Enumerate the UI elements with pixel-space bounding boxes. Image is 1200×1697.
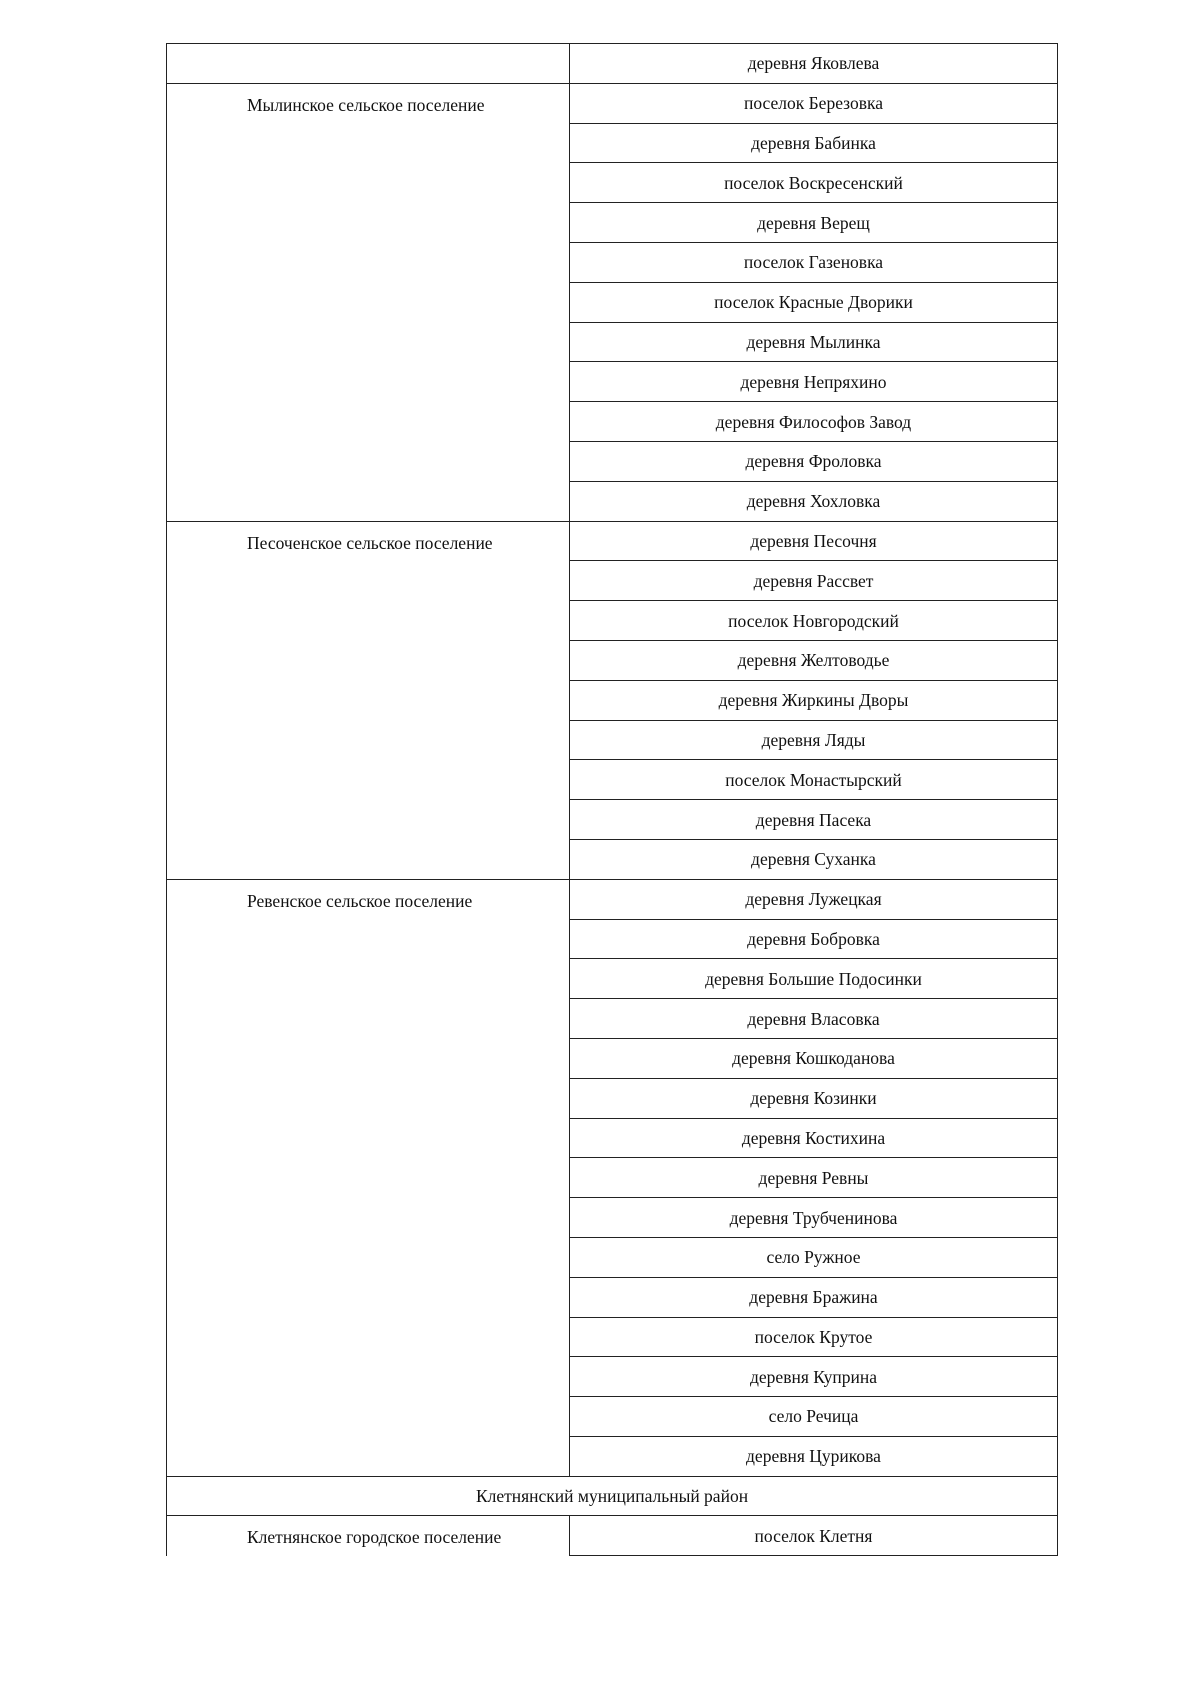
settlement-cell: деревня Трубченинова [570, 1198, 1058, 1238]
settlement-cell: деревня Бражина [570, 1277, 1058, 1317]
settlement-cell: поселок Крутое [570, 1317, 1058, 1357]
table-row [167, 44, 1058, 84]
settlements-table [166, 43, 1058, 1556]
settlement-cell: деревня Большие Подосинки [570, 959, 1058, 999]
settlement-cell: деревня Кошкоданова [570, 1038, 1058, 1078]
table-row [167, 879, 1058, 919]
municipality-cell: Мылинское сельское поселение [167, 83, 570, 521]
table-row [167, 83, 1058, 123]
settlement-cell: деревня Мылинка [570, 322, 1058, 362]
municipality-cell: Песоченское сельское поселение [167, 521, 570, 879]
settlement-cell: поселок Воскресенский [570, 163, 1058, 203]
table-row [167, 521, 1058, 561]
settlement-cell: деревня Бабинка [570, 123, 1058, 163]
district-row [167, 1476, 1058, 1516]
settlement-cell: поселок Монастырский [570, 760, 1058, 800]
settlement-cell: деревня Пасека [570, 800, 1058, 840]
settlement-cell: деревня Цурикова [570, 1436, 1058, 1476]
municipality-cell: Клетнянское городское поселение [167, 1516, 570, 1556]
settlement-cell: деревня Ревны [570, 1158, 1058, 1198]
settlement-cell: поселок Березовка [570, 83, 1058, 123]
settlement-cell: поселок Красные Дворики [570, 282, 1058, 322]
settlement-cell: деревня Ляды [570, 720, 1058, 760]
settlement-cell: село Речица [570, 1397, 1058, 1437]
settlement-cell: деревня Костихина [570, 1118, 1058, 1158]
settlement-cell: деревня Куприна [570, 1357, 1058, 1397]
settlement-cell: деревня Лужецкая [570, 879, 1058, 919]
settlements-table-body [167, 44, 1058, 1556]
table-row [167, 1516, 1058, 1556]
settlement-cell: деревня Яковлева [570, 44, 1058, 84]
settlement-cell: деревня Песочня [570, 521, 1058, 561]
settlement-cell: деревня Фроловка [570, 441, 1058, 481]
settlement-cell: поселок Газеновка [570, 242, 1058, 282]
settlement-cell: село Ружное [570, 1237, 1058, 1277]
settlement-cell: деревня Хохловка [570, 481, 1058, 521]
municipality-cell: Ревенское сельское поселение [167, 879, 570, 1476]
settlement-cell: деревня Бобровка [570, 919, 1058, 959]
settlement-cell: деревня Желтоводье [570, 640, 1058, 680]
settlement-cell: деревня Непряхино [570, 362, 1058, 402]
empty-municipality-cell [167, 44, 570, 84]
settlement-cell: деревня Философов Завод [570, 402, 1058, 442]
settlement-cell: деревня Верещ [570, 203, 1058, 243]
settlement-cell: поселок Новгородский [570, 601, 1058, 641]
settlement-cell: деревня Козинки [570, 1078, 1058, 1118]
settlement-cell: деревня Жиркины Дворы [570, 680, 1058, 720]
settlement-cell: деревня Рассвет [570, 561, 1058, 601]
settlement-cell: поселок Клетня [570, 1516, 1058, 1556]
district-header-cell: Клетнянский муниципальный район [167, 1476, 1058, 1516]
settlement-cell: деревня Суханка [570, 839, 1058, 879]
settlement-cell: деревня Власовка [570, 999, 1058, 1039]
